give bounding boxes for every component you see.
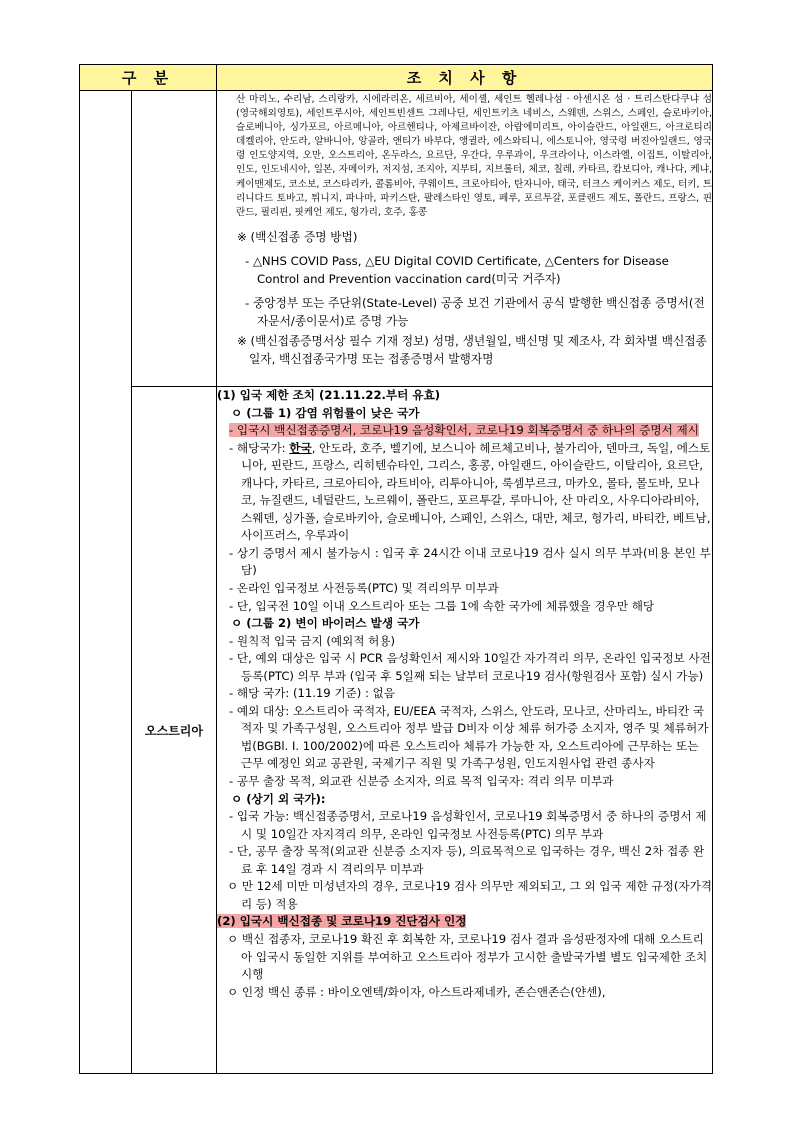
group-1-requirement: [217, 422, 712, 440]
proof-heading: ※ (백신접종 증명 방법): [237, 229, 358, 244]
korea-emphasis: 한국: [289, 440, 312, 455]
group-1-item: - 온라인 입국정보 사전등록(PTC) 및 격리의무 미부과: [229, 581, 499, 596]
proof-item-1: - △NHS COVID Pass, △EU Digital COVID Certificate, △Centers for Disease Control and Prevention vaccination card(미국 거주자): [245, 253, 669, 286]
proof-note: ※ (백신접종증명서상 필수 기재 정보) 성명, 생년월일, 백신명 및 제조사, 각 회차별 백신접종일자, 백신접종국가명 또는 접종증명서 발행자명: [237, 333, 707, 366]
header-category: 구 분: [80, 65, 217, 91]
highlighted-text: - 입국시 백신접종증명서, 코로나19 음성확인서, 코로나19 회복증명서 중 하나의 증명서 제시: [229, 423, 699, 438]
group-1-title: ㅇ (그룹 1) 감염 위험률이 낮은 국가: [231, 405, 420, 420]
country-name: 오스트리아: [132, 387, 217, 1074]
group-3-item: - 입국 가능: 백신접종증명서, 코로나19 음성확인서, 코로나19 회복증명서 중 하나의 증명서 제시 및 10일간 자지격리 의무, 온라인 입국정보 사전등록(PTC) 의무 부과: [229, 809, 707, 841]
group-3-note: ㅇ 만 12세 미만 미성년자의 경우, 코로나19 검사 의무만 제외되고, 그 외 입국 제한 규정(자가격리 등) 적용: [227, 879, 712, 911]
left-margin-cell: [80, 387, 132, 1074]
table-row: [80, 387, 713, 1074]
group-3-item: - 단, 공무 출장 목적(외교관 신분증 소지자 등), 의료목적으로 입국하는 경우, 백신 2차 접종 완료 후 14일 경과 시 격리의무 미부과: [229, 844, 705, 876]
country-list: 산 마리노, 수리남, 스리랑카, 시에라리온, 세르비아, 세이셸, 세인트 헬레나섬 · 아센시온 섬 · 트리스탄다쿠냐 섬(영국해외영토), 세인트루시아, 세인트빈센트 그레나딘, 세인트키츠 네비스, 스웨덴, 스위스, 스페인, 슬로바키아, 슬로베니아, 싱가포르, 아르메니아, 아르헨티나, 아제르바이잔, 아랍에미리트, 아이슬란드, 아일랜드, 아크로티리 데켈리아, 안도라, 알바니아, 앙골라, 앤티가 바부다, 앵귈라, 에스와티니, 에스토니아, 영국령 버진아일랜드, 영국령 인도양지역, 오만, 오스트리아, 온두라스, 요르단, 우간다, 우루과이, 우크라이나, 이스라엘, 이집트, 이탈리아, 인도, 인도네시아, 일본, 자메이카, 저지섬, 조지아, 지부티, 지브롤터, 체코, 칠레, 카타르, 캄보디아, 캐나다, 케냐, 케이맨제도, 코소보, 코스타리카, 콜롬비아, 쿠웨이트, 크로아티아, 탄자니아, 태국, 터크스 케이커스 제도, 터키, 트리니다드 토바고, 튀니지, 파나마, 파키스탄, 팔레스타인 영토, 페루, 포르투갈, 포클랜드 제도, 폴란드, 프랑스, 핀란드, 필리핀, 핏케언 제도, 헝가리, 호주, 홍콩: [236, 94, 712, 218]
measures-table: [79, 64, 713, 1074]
table-row: [80, 91, 713, 387]
header-measures: 조 치 사 항: [217, 65, 713, 91]
section-1-title: (1) 입국 제한 조치 (21.11.22.부터 유효): [217, 388, 441, 402]
country-cell-empty: [132, 91, 217, 387]
proof-item-2: - 중앙정부 또는 주단위(State-Level) 공중 보건 기관에서 공식 발행한 백신접종 증명서(전자문서/종이문서)로 증명 가능: [245, 295, 705, 328]
measures-cell: [217, 91, 713, 387]
group-2-item: - 단, 예외 대상은 입국 시 PCR 음성확인서 제시와 10일간 자가격리 의무, 온라인 입국정보 사전등록(PTC) 의무 부과 (입국 후 5일째 되는 날부터 코로나19 검사(항원검사 포함) 실시 가능): [229, 651, 711, 683]
measures-cell: [217, 387, 713, 1074]
left-margin-cell: [80, 91, 132, 387]
section-2-item: ㅇ 백신 접종자, 코로나19 확진 후 회복한 자, 코로나19 검사 결과 음성판정자에 대해 오스트리아 입국시 동일한 지위를 부여하고 오스트리아 정부가 고시한 출발국가별 별도 입국제한 조치 시행: [227, 931, 708, 982]
section-2-title: [217, 913, 712, 931]
group-2-title: ㅇ (그룹 2) 변이 바이러스 발생 국가: [231, 616, 420, 631]
group-1-item: - 단, 입국전 10일 이내 오스트리아 또는 그룹 1에 속한 국가에 체류했을 경우만 해당: [229, 598, 655, 613]
group-2-item: - 예외 대상: 오스트리아 국적자, EU/EEA 국적자, 스위스, 안도라, 모나코, 산마리노, 바티칸 국적자 및 가족구성원, 오스트리아 정부 발급 D비자 이상 체류 허가증 소지자, 영주 및 체류허가법(BGBl. I. 100/2002)에 따른 오스트리아 체류가 가능한 자, 오스트리아에 근무하는 또는 근무 예정인 외교 공관원, 국제기구 직원 및 가족구성원, 인도지원사업 관련 종사자: [229, 703, 709, 771]
group-3-title: ㅇ (상기 외 국가):: [231, 791, 326, 806]
table-header-row: [80, 65, 713, 91]
group-2-item: - 공무 출장 목적, 외교관 신분증 소지자, 의료 목적 입국자: 격리 의무 미부과: [229, 774, 614, 789]
section-2-item: ㅇ 인정 백신 종류 : 바이오엔텍/화이자, 아스트라제네카, 존슨앤존슨(얀센),: [227, 984, 606, 999]
list-prefix: - 해당국가:: [229, 440, 290, 455]
list-rest: , 안도라, 호주, 벨기에, 보스니아 헤르체고비나, 불가리아, 덴마크, 독일, 에스토니아, 핀란드, 프랑스, 리히텐슈타인, 그리스, 홍콩, 아일랜드, 아이슬란드, 이탈리아, 요르단, 캐나다, 카타르, 크로아티아, 라트비아, 리투아니아, 룩셈부르크, 마카오, 몰타, 몰도바, 모나코, 뉴질랜드, 네덜란드, 노르웨이, 폴란드, 포르투갈, 루마니아, 산 마리오, 사우디아라비아, 스웨덴, 싱가폴, 슬로바키아, 슬로베니아, 스페인, 스위스, 대만, 체코, 헝가리, 바티칸, 베트남, 사이프러스, 우루과이: [241, 440, 711, 543]
group-2-item: - 원칙적 입국 금지 (예외적 허용): [229, 633, 396, 648]
group-1-country-list: [217, 440, 712, 545]
highlighted-text: (2) 입국시 백신접종 및 코로나19 진단검사 인정: [217, 914, 467, 929]
group-2-item: - 해당 국가: (11.19 기준) : 없음: [229, 686, 395, 701]
group-1-item: - 상기 증명서 제시 불가능시 : 입국 후 24시간 이내 코로나19 검사 실시 의무 부과(비용 본인 부담): [229, 545, 711, 578]
